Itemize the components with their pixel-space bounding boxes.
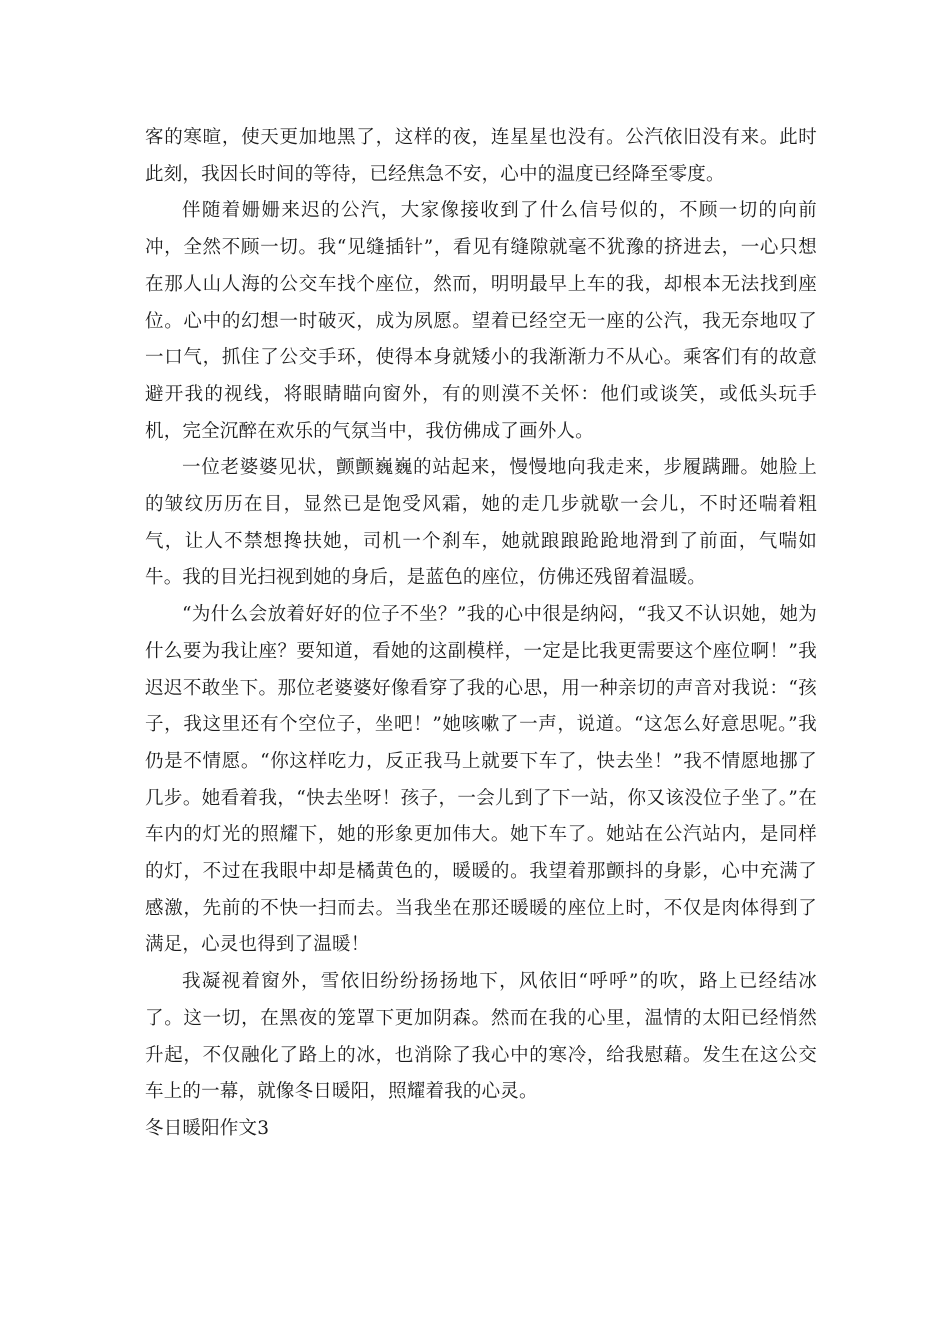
paragraph-4: “为什么会放着好好的位子不坐？”我的心中很是纳闷，“我又不认识她，她为什么要为我让座？要知道，看她的这副模样，一定是比我更需要这个座位啊！”我迟迟不敢坐下。那位老婆婆好像看穿了我的心思，用一种亲切的声音对我说：“孩子，我这里还有个空位子，坐吧！”她咳嗽了一声，说道。“这怎么好意思呢。”我仍是不情愿。“你这样吃力，反正我马上就要下车了，快去坐！”我不情愿地挪了几步。她看着我，“快去坐呀！孩子，一会儿到了下一站，你又该没位子坐了。”在车内的灯光的照耀下，她的形象更加伟大。她下车了。她站在公汽站内，是同样的灯，不过在我眼中却是橘黄色的，暖暖的。我望着那颤抖的身影，心中充满了感激，先前的不快一扫而去。当我坐在那还暖暖的座位上时，不仅是肉体得到了满足，心灵也得到了温暖！	[145, 604, 817, 956]
paragraph-5: 我凝视着窗外，雪依旧纷纷扬扬地下，风依旧“呼呼”的吹，路上已经结冰了。这一切，在黑夜的笼罩下更加阴森。然而在我的心里，温情的太阳已经悄然升起，不仅融化了路上的冰，也消除了我心中的寒冷，给我慰藉。发生在这公交车上的一幕，就像冬日暖阳，照耀着我的心灵。	[145, 971, 817, 1103]
paragraph-3: 一位老婆婆见状，颤颤巍巍的站起来，慢慢地向我走来，步履蹒跚。她脸上的皱纹历历在目，显然已是饱受风霜，她的走几步就歇一会儿，不时还喘着粗气，让人不禁想搀扶她，司机一个刹车，她就踉踉跄跄地滑到了前面，气喘如牛。我的目光扫视到她的身后，是蓝色的座位，仿佛还残留着温暖。	[145, 457, 817, 589]
paragraph-2: 伴随着姗姗来迟的公汽，大家像接收到了什么信号似的，不顾一切的向前冲，全然不顾一切。我“见缝插针”，看见有缝隙就毫不犹豫的挤进去，一心只想在那人山人海的公交车找个座位，然而，明明最早上车的我，却根本无法找到座位。心中的幻想一时破灭，成为夙愿。望着已经空无一座的公汽，我无奈地叹了一口气，抓住了公交手环，使得本身就矮小的我渐渐力不从心。乘客们有的故意避开我的视线，将眼睛瞄向窗外，有的则漠不关怀：他们或谈笑，或低头玩手机，完全沉醉在欢乐的气氛当中，我仿佛成了画外人。	[145, 200, 817, 442]
document-body	[145, 120, 817, 1148]
next-essay-heading: 冬日暖阳作文3	[145, 1117, 270, 1139]
paragraph-1: 客的寒暄，使天更加地黑了，这样的夜，连星星也没有。公汽依旧没有来。此时此刻，我因长时间的等待，已经焦急不安，心中的温度已经降至零度。	[145, 127, 817, 185]
